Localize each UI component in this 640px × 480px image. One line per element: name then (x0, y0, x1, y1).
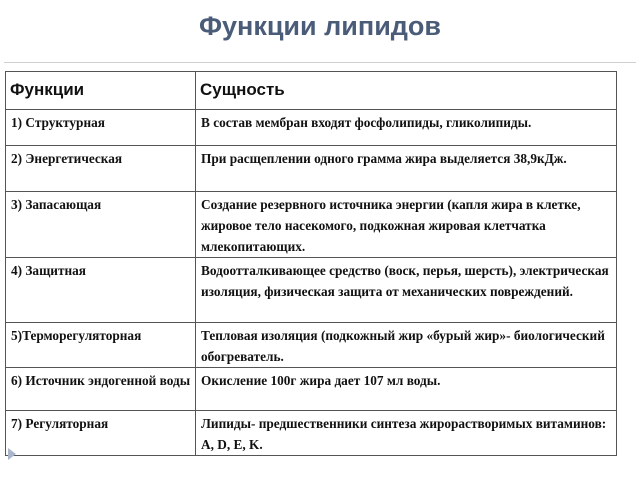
function-cell: 4) Защитная (6, 258, 196, 323)
table-row (6, 110, 617, 146)
essence-cell: Создание резервного источника энергии (капля жира в клетке, жировое тело насекомого, подкожная жировая клетчатка млекопитающих. (196, 192, 617, 258)
table-row (6, 323, 617, 368)
table-row (6, 411, 617, 456)
header-essence: Сущность (196, 72, 617, 110)
essence-cell: Окисление 100г жира дает 107 мл воды. (196, 368, 617, 411)
header-function: Функции (6, 72, 196, 110)
essence-cell: В состав мембран входят фосфолипиды, гликолипиды. (196, 110, 617, 146)
essence-cell: Водоотталкивающее средство (воск, перья, шерсть), электрическая изоляция, физическая защита от механических повреждений. (196, 258, 617, 323)
essence-cell: Липиды- предшественники синтеза жирорастворимых витаминов: A, D, E, K. (196, 411, 617, 456)
table-row (6, 146, 617, 192)
function-cell: 1) Структурная (6, 110, 196, 146)
table-row (6, 368, 617, 411)
function-cell: 2) Энергетическая (6, 146, 196, 192)
table-row (6, 258, 617, 323)
divider (4, 62, 636, 63)
function-cell: 3) Запасающая (6, 192, 196, 258)
page-title: Функции липидов (198, 11, 442, 41)
slide-marker-icon (8, 448, 16, 460)
function-cell: 6) Источник эндогенной воды (6, 368, 196, 411)
function-cell: 5)Терморегуляторная (6, 323, 196, 368)
table-row (6, 192, 617, 258)
table-header-row (6, 72, 617, 110)
essence-cell: При расщеплении одного грамма жира выделяется 38,9кДж. (196, 146, 617, 192)
essence-cell: Тепловая изоляция (подкожный жир «бурый жир»- биологический обогреватель. (196, 323, 617, 368)
lipid-functions-table (5, 71, 617, 456)
function-cell: 7) Регуляторная (6, 411, 196, 456)
